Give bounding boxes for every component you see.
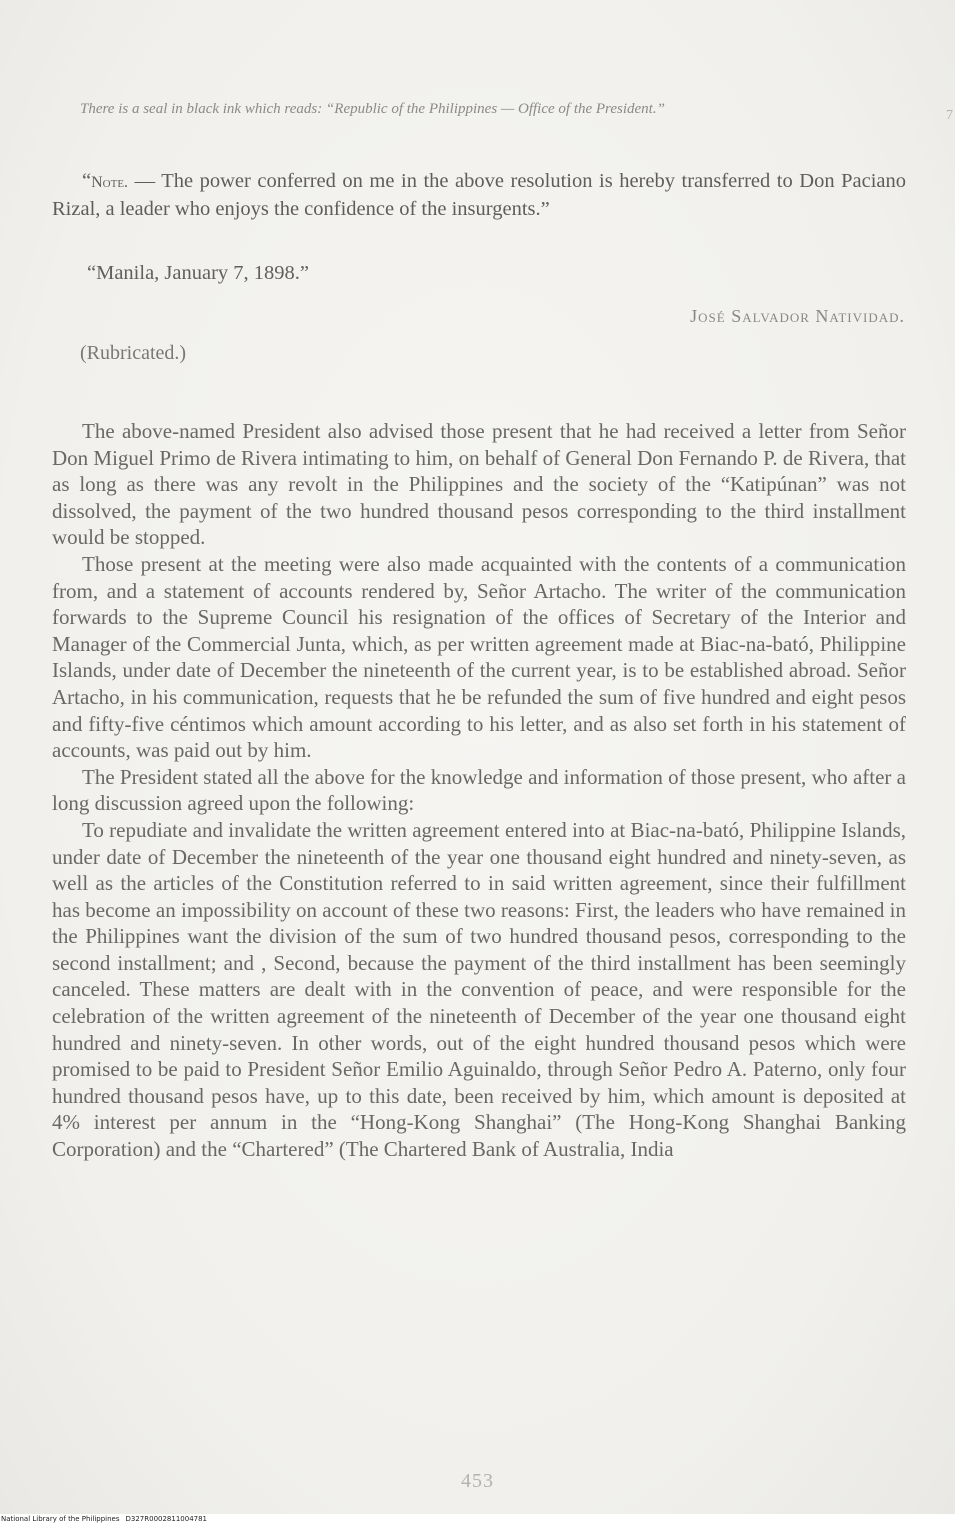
transfer-note [52, 168, 906, 222]
signature: José Salvador Natividad. [690, 306, 905, 326]
footer-label [1, 1515, 207, 1524]
library-name: National Library of the Philippines [1, 1515, 120, 1523]
note-text: — The power conferred on me in the above resolution is hereby transferred to Don Paciano Rizal, a leader who enjoys the confidence of the insurgents.” [52, 170, 906, 220]
dateline: “Manila, January 7, 1898.” [87, 262, 310, 284]
paragraph: The President stated all the above for the knowledge and information of those present, who after a long discussion agreed upon the following: [52, 764, 906, 816]
paragraph: The above-named President also advised those present that he had received a letter from Señor Don Miguel Primo de Rivera intimating to him, on behalf of General Don Fernando P. de Rivera, that as long as there was any revolt in the Philippines and the society of the “Katipúnan” was not dissolved, the payment of the two hundred thousand pesos corresponding to the third installment would be stopped. [52, 419, 906, 550]
note-label: Note. [91, 174, 129, 191]
rubric-note: (Rubricated.) [80, 342, 187, 364]
page-number: 453 [461, 1470, 494, 1492]
paragraph: Those present at the meeting were also made acquainted with the contents of a communication from, and a statement of accounts rendered by, Señor Artacho. The writer of the communication forwards to the Supreme Council his resignation of the offices of Secretary of the Interior and Manager of the Commercial Junta, which, as per written agreement made at Biac-na-bató, Philippine Islands, under date of December the nineteenth of the current year, is to be established abroad. Señor Artacho, in his communication, requests that he be refunded the sum of five hundred and eight pesos and fifty-five céntimos which amount according to his letter, and as also set forth in his statement of accounts, was paid out by him. [52, 551, 906, 763]
note-open-quote: “ [82, 170, 92, 192]
body-text [52, 418, 906, 1163]
paragraph: To repudiate and invalidate the written agreement entered into at Biac-na-bató, Philippine Islands, under date of December the nineteenth of the year one thousand eight hundred and ninety-seven, as well as the articles of the Constitution referred to in said written agreement, since their fulfillment has become an impossibility on account of these two reasons: First, the leaders who have remained in the Philippines want the division of the sum of two hundred thousand pesos, corresponding to the second installment; and , Second, because the payment of the third installment has been seemingly canceled. These matters are dealt with in the convention of peace, and were responsible for the celebration of the written agreement of the nineteenth of December of the year one thousand eight hundred and ninety-seven. In other words, out of the eight hundred thousand pesos which were promised to be paid to President Señor Emilio Aguinaldo, through Señor Pedro A. Paterno, only four hundred thousand pesos have, up to this date, been received by him, which amount is deposited at 4% interest per annum in the “Hong-Kong Shanghai” (The Hong-Kong Shanghai Banking Corporation) and the “Chartered” (The Chartered Bank of Australia, India [52, 817, 906, 1162]
document-id: D327R0002811004781 [125, 1515, 208, 1523]
margin-mark: 7 [946, 108, 953, 123]
seal-note: There is a seal in black ink which reads: “Republic of the Philippines — Office of the President.” [80, 101, 665, 117]
